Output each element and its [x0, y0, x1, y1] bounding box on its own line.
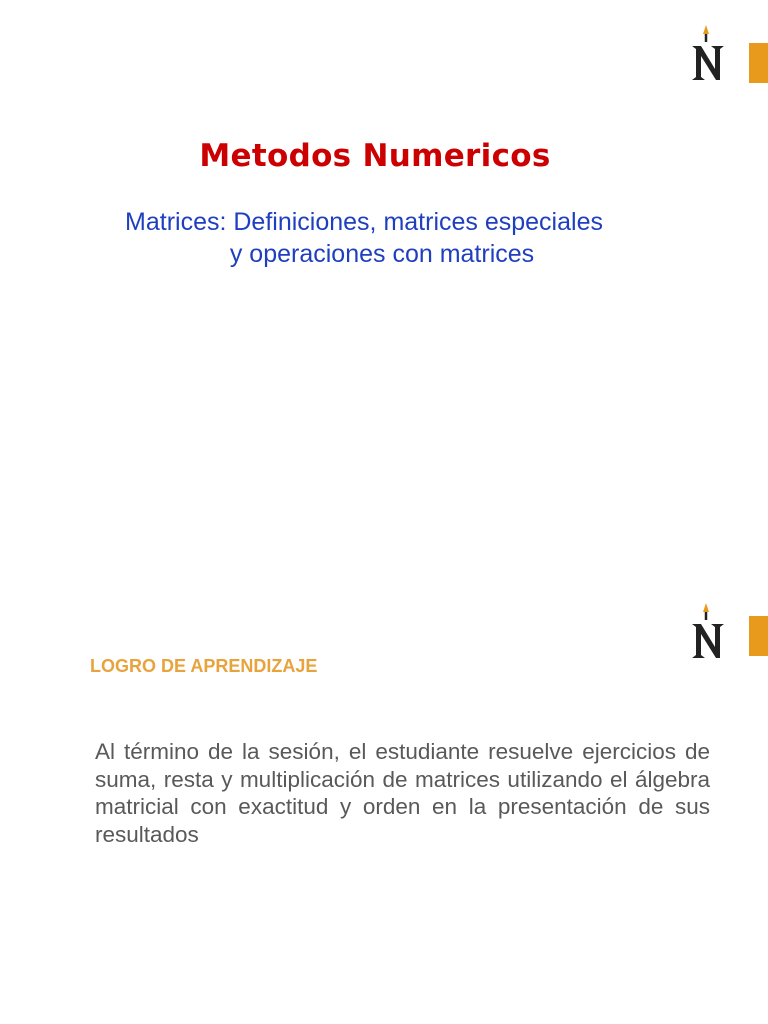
slide-title: Metodos Numericos	[199, 138, 551, 174]
learning-outcome-text: Al término de la sesión, el estudiante resuelve ejercicios de suma, resta y multiplicación de matrices utilizando el álgebra matricial con exactitud y orden en la presentación de sus resultados	[95, 739, 710, 847]
n-logo-icon	[688, 600, 730, 664]
slide-subtitle-line-2: y operaciones con matrices	[229, 240, 535, 268]
accent-side-bar	[749, 43, 768, 83]
n-logo-icon	[688, 22, 730, 86]
accent-side-bar	[749, 616, 768, 656]
logo-arrow	[703, 603, 709, 612]
section-heading: LOGRO DE APRENDIZAJE	[90, 656, 318, 676]
slide-subtitle-line-1: Matrices: Definiciones, matrices especiales	[125, 208, 603, 236]
slide-2	[0, 512, 768, 1024]
logo-arrow	[703, 25, 709, 34]
